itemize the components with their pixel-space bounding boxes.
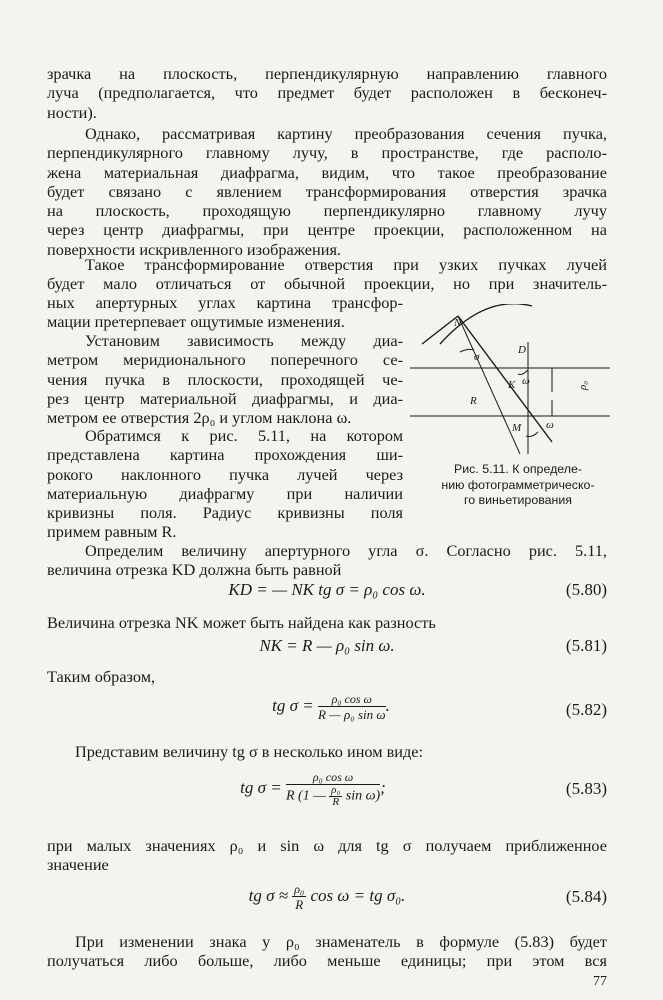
figure-5-11 (410, 304, 610, 454)
eq-lhs: tg σ = (272, 695, 314, 715)
text-line: материальную диафрагму при наличии (47, 483, 403, 503)
label-sigma: σ (474, 351, 480, 363)
sigma-arc (460, 349, 474, 352)
equation-number: (5.83) (565, 779, 607, 798)
equation-5-82 (47, 692, 607, 728)
paragraph-3 (47, 255, 607, 294)
caption-line: нию фотограмметрическо- (441, 477, 595, 492)
paragraph-7 (47, 613, 607, 632)
text-line: рокого наклонного пучка лучей через (47, 464, 403, 484)
paragraph-3-wrap (47, 293, 403, 332)
eq-fraction (286, 770, 380, 808)
text-line: величина отрезка KD должна быть равной (47, 560, 342, 580)
text-line: жена материальная диафрагма, видим, что такое преобразование (47, 162, 607, 182)
text-line: значение (47, 855, 109, 875)
eq-rhs: cos ω = tg σ₀. (310, 885, 406, 905)
paragraph-8 (47, 667, 607, 686)
eq-fraction (292, 882, 306, 912)
paragraph-10 (47, 836, 607, 875)
text-line: Такое трансформирование отверстия при узких пучках лучей (85, 255, 607, 274)
paragraph-5 (47, 426, 403, 542)
caption-line: го виньетирования (463, 493, 573, 507)
label-K: K (508, 379, 516, 391)
eq-den-post: sin ω) (345, 788, 381, 804)
eq-inner-den: R (332, 796, 340, 808)
text-line: Однако, рассматривая картину преобразования сечения пучка, (85, 124, 607, 143)
figure-caption (418, 462, 618, 509)
eq-fraction (318, 692, 386, 722)
text-line: зрачка на плоскость, перпендикулярную направлению главного (47, 64, 607, 83)
text-line: луча (предполагается, что предмет будет расположен в бесконеч- (47, 83, 607, 103)
paragraph-2 (47, 124, 607, 259)
eq-denominator: R (295, 897, 304, 912)
eq-inner-fraction (329, 785, 342, 808)
paragraph-11 (47, 932, 607, 971)
eq-numerator: ρ₀ cos ω (318, 692, 386, 707)
text-line: рез центр материальной диафрагмы, и диа- (47, 388, 403, 408)
text-line: при малых значениях ρ₀ и sin ω для tg σ получаем приближенное (47, 836, 607, 855)
equation-5-80 (47, 580, 607, 604)
text-line: будет связано с явлением трансформирования отверстия зрачка (47, 181, 607, 201)
text-line: Представим величину tg σ в несколько ином виде: (75, 742, 424, 761)
eq-lhs: tg σ = (240, 777, 282, 797)
page-number: 77 (593, 974, 607, 989)
eq-den-pre: R (1 — (286, 788, 326, 804)
eq-tail: ; (380, 777, 386, 797)
equation-number: (5.82) (565, 700, 607, 719)
equation-body (47, 770, 607, 808)
text-line: через центр диафрагмы, при центре проекции, расположенном на (47, 220, 607, 240)
paragraph-9 (47, 742, 607, 761)
text-line: Таким образом, (47, 667, 156, 686)
text-line: ных апертурных углах картина трансфор- (47, 293, 403, 312)
paragraph-4 (47, 331, 403, 427)
equation-5-84 (47, 882, 607, 912)
eq-inner-num: ρ₀ (331, 784, 341, 796)
caption-line: Рис. 5.11. К определе- (453, 462, 583, 476)
paragraph-1 (47, 64, 607, 122)
equation-body (47, 692, 607, 722)
eq-denominator (286, 785, 380, 808)
text-line: метром меридионального поперечного се- (47, 350, 403, 370)
chief-ray-line (458, 316, 552, 442)
text-line: При изменении знака у ρ₀ знаменатель в формуле (5.83) будет (75, 932, 607, 951)
label-omega-2: ω (546, 419, 554, 431)
omega-arc-1 (518, 370, 528, 375)
equation-5-83 (47, 770, 607, 816)
label-omega-1: ω (522, 375, 530, 387)
text-line: представлена картина прохождения ши- (47, 445, 403, 465)
paragraph-6 (47, 541, 607, 580)
text-line: перпендикулярного главному лучу, в пространстве, где располо- (47, 143, 607, 163)
text-line: Величина отрезка NK может быть найдена как разность (47, 613, 436, 632)
text-line: кривизны поля. Радиус кривизны поля (47, 503, 403, 523)
text-line: Определим величину апертурного угла σ. Согласно рис. 5.11, (85, 541, 607, 560)
text-line: получаться либо больше, либо меньше единицы; при этом вся (47, 951, 607, 971)
equation-number: (5.84) (565, 887, 607, 906)
text-line: будет мало отличаться от обычной проекции, но при значитель- (47, 274, 607, 294)
label-N: N (454, 317, 462, 329)
eq-numerator: ρ₀ (294, 882, 305, 896)
label-R: R (470, 395, 477, 407)
label-M: M (512, 422, 522, 434)
equation-body: KD = — NK tg σ = ρ₀ cos ω. (228, 580, 426, 599)
text-line: ности). (47, 102, 97, 122)
equation-body: NK = R — ρ₀ sin ω. (259, 636, 395, 655)
equation-body (47, 882, 607, 912)
label-D: D (518, 344, 526, 356)
eq-tail: . (385, 695, 390, 715)
equation-5-81 (47, 636, 607, 660)
eq-numerator: ρ₀ cos ω (286, 770, 380, 785)
text-line: поверхности искривленного изображения. (47, 239, 342, 259)
equation-number: (5.80) (565, 580, 607, 599)
equation-number: (5.81) (565, 636, 607, 655)
text-line: Установим зависимость между диа- (85, 331, 403, 350)
eq-lhs: tg σ ≈ (248, 885, 289, 905)
eq-denominator: R — ρ₀ sin ω (317, 707, 386, 722)
text-line: чения пучка в плоскости, проходящей че- (47, 369, 403, 389)
text-line: примем равным R. (47, 522, 177, 542)
text-line: на плоскость, проходящую перпендикулярно главному лучу (47, 201, 607, 221)
ray-upper-left (422, 316, 458, 344)
text-line: метром ее отверстия 2ρ₀ и углом наклона ω. (47, 408, 352, 428)
text-line: мации претерпевает ощутимые изменения. (47, 312, 345, 332)
text-line: Обратимся к рис. 5.11, на котором (85, 426, 403, 445)
label-rho: ρ₀ (577, 380, 589, 390)
